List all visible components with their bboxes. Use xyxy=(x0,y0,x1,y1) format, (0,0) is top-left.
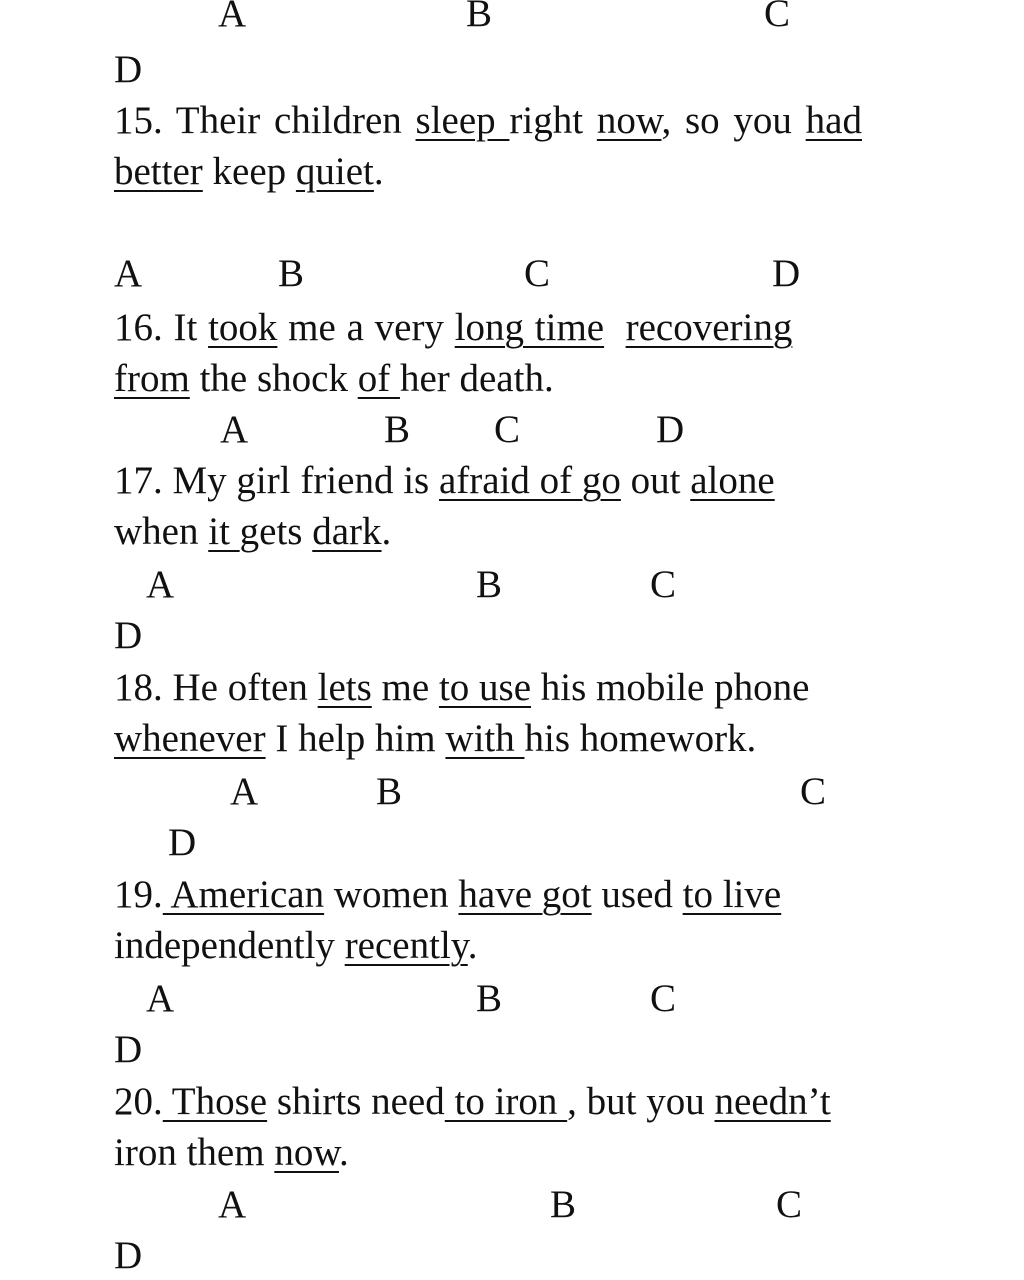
q19-text: . xyxy=(467,924,478,967)
q15-underlined-c: had xyxy=(805,99,862,142)
q20-option-d: D xyxy=(114,1234,143,1277)
q15-text: . xyxy=(373,150,384,193)
q19-text: used xyxy=(591,873,683,916)
q18-underlined-b: to use xyxy=(438,666,532,709)
q17-text: out xyxy=(620,459,691,502)
q16-underlined-b: long time xyxy=(454,306,605,349)
q17-underlined-d: dark xyxy=(312,510,382,553)
q16-number: 16. xyxy=(114,306,163,349)
q18-option-c: C xyxy=(800,770,827,813)
q15-text: Their children xyxy=(162,99,416,142)
q16-line-1 xyxy=(114,308,792,347)
q17-text: when xyxy=(114,510,209,553)
q20-option-c: C xyxy=(776,1183,803,1226)
q17-underlined-a: afraid of go xyxy=(438,459,621,502)
q17-underlined-c: it xyxy=(208,510,240,553)
q15-option-d: D xyxy=(772,252,801,295)
q17-line-2 xyxy=(114,512,391,551)
q20-text: , but you xyxy=(567,1080,715,1123)
q16-text: her death. xyxy=(399,357,554,400)
q19-option-c: C xyxy=(650,977,677,1020)
q16-text: me a very xyxy=(277,306,455,349)
q16-option-c: C xyxy=(494,408,521,451)
q16-option-a: A xyxy=(220,408,249,451)
q19-text: women xyxy=(324,873,459,916)
q15-text: keep xyxy=(202,150,296,193)
q18-text: his mobile phone xyxy=(531,666,810,709)
q18-line-2 xyxy=(114,719,756,758)
q15-text: right xyxy=(509,99,597,142)
q15-underlined-c2: better xyxy=(114,150,203,193)
q15-underlined-b: now xyxy=(596,99,662,142)
q15-number: 15. xyxy=(114,99,163,142)
q17-number: 17. xyxy=(114,459,163,502)
q17-text: gets xyxy=(239,510,313,553)
q17-text: My girl friend is xyxy=(162,459,439,502)
q19-line-1 xyxy=(114,875,781,914)
q20-text: shirts need xyxy=(267,1080,445,1123)
q17-text: . xyxy=(381,510,392,553)
q15-text: , so you xyxy=(661,99,806,142)
q17-option-b: B xyxy=(476,563,503,606)
q16-underlined-d: of xyxy=(357,357,400,400)
q14-option-d: D xyxy=(114,48,143,91)
q14-option-a: A xyxy=(218,0,247,35)
q20-text: iron them xyxy=(114,1131,275,1174)
q18-option-a: A xyxy=(230,770,259,813)
q20-option-b: B xyxy=(550,1183,577,1226)
q20-text: . xyxy=(338,1131,349,1174)
q17-option-c: C xyxy=(650,563,677,606)
q15-option-b: B xyxy=(278,252,305,295)
q16-option-d: D xyxy=(656,408,685,451)
q18-text: his homework. xyxy=(524,717,757,760)
q17-option-d: D xyxy=(114,614,143,657)
q17-option-a: A xyxy=(146,563,175,606)
q20-underlined-b: to iron xyxy=(444,1080,568,1123)
q19-underlined-b: have got xyxy=(458,873,592,916)
q16-underlined-c: recovering xyxy=(625,306,793,349)
q15-underlined-d: quiet xyxy=(295,150,374,193)
q20-line-2 xyxy=(114,1133,349,1172)
q20-option-a: A xyxy=(218,1183,247,1226)
q20-underlined-a: Those xyxy=(162,1080,268,1123)
q19-underlined-a: American xyxy=(162,873,325,916)
q18-text: me xyxy=(371,666,439,709)
q16-underlined-a: took xyxy=(208,306,278,349)
q15-line-2 xyxy=(114,152,384,191)
q19-option-d: D xyxy=(114,1028,143,1071)
q17-underlined-b: alone xyxy=(690,459,775,502)
q16-text xyxy=(604,306,626,349)
q20-underlined-c: needn’t xyxy=(714,1080,831,1123)
q18-number: 18. xyxy=(114,666,163,709)
q19-number: 19. xyxy=(114,873,163,916)
q20-line-1 xyxy=(114,1082,831,1121)
q16-text: It xyxy=(162,306,209,349)
q19-underlined-c: to live xyxy=(682,873,782,916)
q20-number: 20. xyxy=(114,1080,163,1123)
q18-line-1 xyxy=(114,668,809,707)
q16-underlined-c2: from xyxy=(114,357,190,400)
q14-option-b: B xyxy=(466,0,493,35)
q18-option-b: B xyxy=(376,770,403,813)
q19-underlined-d: recently xyxy=(344,924,468,967)
q19-line-2 xyxy=(114,926,478,965)
q18-text: I help him xyxy=(265,717,446,760)
q15-line-1 xyxy=(114,101,862,140)
q18-underlined-d: with xyxy=(445,717,525,760)
q14-option-c: C xyxy=(764,0,791,35)
q16-option-b: B xyxy=(384,408,411,451)
q19-option-a: A xyxy=(146,977,175,1020)
q15-option-a: A xyxy=(114,252,143,295)
q18-option-d: D xyxy=(168,821,197,864)
q20-underlined-d: now xyxy=(274,1131,339,1174)
q18-underlined-a: lets xyxy=(317,666,372,709)
q17-line-1 xyxy=(114,461,775,500)
q18-underlined-c: whenever xyxy=(114,717,266,760)
q19-option-b: B xyxy=(476,977,503,1020)
q15-underlined-a: sleep xyxy=(415,99,510,142)
q16-line-2 xyxy=(114,359,554,398)
q15-option-c: C xyxy=(524,252,551,295)
q16-text: the shock xyxy=(189,357,358,400)
q18-text: He often xyxy=(162,666,318,709)
q19-text: independently xyxy=(114,924,345,967)
